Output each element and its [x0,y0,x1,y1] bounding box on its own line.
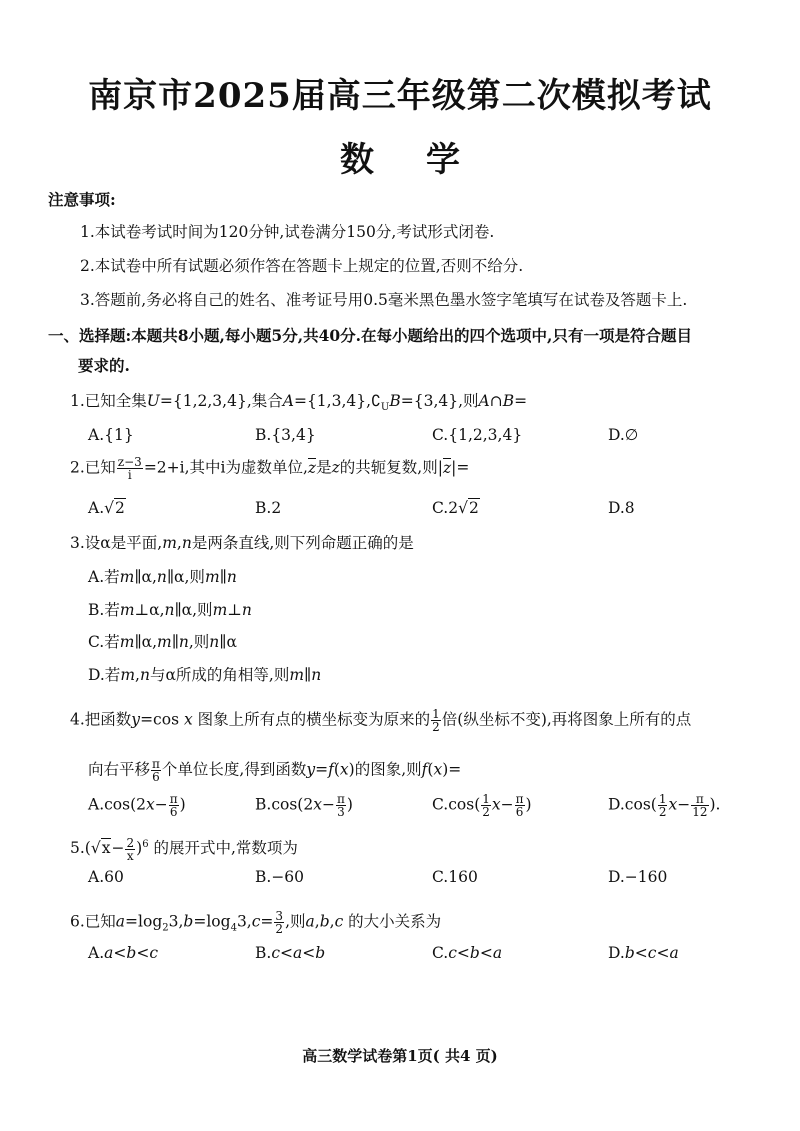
fraction [431,708,441,733]
text-run: C.2 [432,499,459,517]
answer-option [88,793,186,818]
math-variable: m [119,633,135,651]
math-variable: n [178,633,189,651]
numerator: 1 [432,707,440,721]
text-run: < [136,944,150,962]
square-root [104,498,126,518]
math-variable: c [251,912,261,931]
text-run: B.cos(2 [255,795,314,814]
notice-item: 2.本试卷中所有试题必须作答在答题卡上规定的位置,否则不给分. [80,257,524,275]
section-heading: 一、选择题:本题共8小题,每小题5分,共40分.在每小题给出的四个选项中,只有一项是符合题目 [48,326,692,345]
math-variable: x [146,795,155,814]
text-run: < [113,944,127,962]
text-run: ∥ [171,633,179,651]
denominator: 3 [337,805,345,819]
numerator: 3 [275,909,284,923]
math-variable: A [282,392,294,410]
math-variable: m [120,666,136,684]
denominator: 2 [482,805,490,819]
notice-item: 3.答题前,务必将自己的姓名、准考证号用0.5毫米黑色墨水签字笔填写在试卷及答题卡上. [80,291,688,309]
math-variable: x [313,795,322,814]
math-variable: c [448,944,457,962]
math-variable: z [331,458,340,477]
denominator: 6 [515,805,524,819]
text-run: , [329,912,335,931]
conjugate-variable: z [307,458,317,477]
math-variable: m [212,601,228,619]
math-variable: b [183,912,194,931]
text-run: =log [193,912,231,931]
math-variable: f [421,760,428,779]
numerator: π [152,757,160,771]
text-run: ∩ [489,392,503,410]
text-run: ) [179,795,186,814]
fraction [125,837,135,862]
math-variable: m [162,534,177,552]
fraction [481,793,491,818]
math-variable: a [115,912,126,931]
denominator: 2 [275,922,284,936]
text-run: A.若 [88,568,120,586]
text-run: ∥ [304,666,312,684]
text-run: =cos [140,710,184,729]
text-run: 的共轭复数,则| [339,458,443,477]
question-stem [70,835,298,862]
fraction [658,793,668,818]
math-variable: m [119,568,135,586]
text-run: − [154,795,168,814]
answer-option [432,498,480,518]
text-run: ) [346,795,353,814]
notice-item: 1.本试卷考试时间为120分钟,试卷满分150分,考试形式闭卷. [80,223,495,241]
text-run: D.∅ [608,426,639,444]
math-variable: a [492,944,503,962]
answer-option [88,665,321,685]
answer-option [432,943,502,963]
text-run: D.cos( [608,795,657,814]
math-variable: x [183,710,193,729]
math-variable: b [469,944,480,962]
text-run: 是 [316,458,332,477]
radical-sign-icon: √ [104,499,115,517]
text-run: = [514,392,528,410]
answer-option [608,498,635,518]
fraction [274,910,284,935]
text-run: < [656,944,670,962]
text-run: 3, [236,912,252,931]
math-variable: n [311,666,322,684]
text-run: D.−160 [608,868,668,886]
text-run: − [677,795,691,814]
text-run: B.2 [255,499,282,517]
text-run: D.8 [608,499,635,517]
text-run: B.若 [88,601,120,619]
answer-option [88,425,134,445]
answer-option [255,867,304,887]
square-root [458,498,480,518]
text-run: , [135,666,140,684]
math-variable: n [226,568,237,586]
text-run: ∥α, [134,568,157,586]
math-variable: b [319,912,330,931]
conjugate-variable: z [442,458,452,477]
text-run: ={1,2,3,4},集合 [159,392,283,410]
text-run: < [479,944,493,962]
numerator: π [515,792,524,806]
numerator: π [336,792,345,806]
answer-option [88,867,124,887]
text-run: 3.设α是平面, [70,534,163,552]
section-heading-cont: 要求的. [78,356,130,375]
math-variable: b [126,944,137,962]
subscript: 4 [230,922,237,934]
question-stem-cont [88,758,461,783]
answer-option [432,793,532,818]
denominator: 6 [169,805,178,819]
denominator: i [127,468,132,482]
text-run: A.cos(2 [88,795,146,814]
text-run: 个单位长度,得到函数 [161,760,307,779]
math-variable: a [104,944,114,962]
text-run: )= [442,760,462,779]
text-run: C.{1,2,3,4} [432,426,523,444]
radical-sign-icon: √ [90,839,101,858]
text-run: ∥α, [134,633,157,651]
math-variable: c [334,912,344,931]
text-run: = [315,760,329,779]
text-run: − [111,839,125,858]
subject-title [0,132,800,181]
answer-option [608,425,638,445]
subscript: U [380,402,390,414]
text-run: 是两条直线,则下列命题正确的是 [191,534,414,552]
math-variable: a [305,912,315,931]
text-run: < [280,944,294,962]
text-run: ) [525,795,532,814]
exponent: 6 [142,839,149,850]
question-stem [70,533,414,553]
math-variable: x [491,795,501,814]
math-variable: U [146,392,160,410]
math-variable: n [156,568,167,586]
text-run: ,则 [188,633,210,651]
denominator: 2 [432,720,440,734]
math-variable: x [668,795,678,814]
subject-char: 数 [340,140,374,180]
answer-option [432,867,478,887]
text-run: B.{3,4} [255,426,316,444]
text-run: ⊥ [227,601,242,619]
text-run: ,则 [285,912,306,931]
math-variable: m [204,568,220,586]
square-root [91,838,112,858]
answer-option [255,498,281,518]
math-variable: c [647,944,657,962]
text-run: 与α所成的角相等,则 [149,666,290,684]
exam-title: 南京市2025届高三年级第二次模拟考试 [88,76,712,116]
notice-heading: 注意事项: [48,190,116,209]
text-run: ). [709,795,721,814]
text-run: A.60 [88,868,124,886]
math-variable: c [149,944,158,962]
text-run: =log [125,912,163,931]
radicand: 2 [115,499,125,517]
text-run: C. [432,944,449,962]
text-run: C.160 [432,868,478,886]
math-variable: x [339,760,349,779]
question-stem [70,708,691,733]
text-run: 3, [168,912,184,931]
math-variable: B [389,392,401,410]
text-run: C.若 [88,633,120,651]
text-run: ( [333,760,340,779]
text-run: < [634,944,648,962]
text-run: < [302,944,316,962]
text-run: B. [255,944,272,962]
page-footer: 高三数学试卷第1页( 共4 页) [302,1047,498,1065]
fraction [117,456,143,481]
numerator: 2 [126,835,135,850]
answer-option [88,943,158,963]
math-variable: n [164,601,175,619]
text-run: 向右平移 [88,760,151,779]
text-run: D.若 [88,666,121,684]
text-run: ∥α [219,633,237,651]
math-variable: b [315,944,326,962]
text-run: A. [88,944,105,962]
math-variable: m [119,601,135,619]
denominator: 12 [692,805,708,819]
answer-option [255,943,325,963]
text-run: ) [136,839,143,858]
answer-option [255,425,316,445]
question-stem [70,910,441,939]
math-variable: m [289,666,305,684]
text-run: < [456,944,470,962]
text-run: , [176,534,182,552]
question-stem [70,391,527,418]
text-run: 4.把函数 [70,710,132,729]
numerator: 1 [482,792,490,806]
text-run: )的图象,则 [348,760,422,779]
math-variable: y [131,710,141,729]
text-run: ⊥α, [134,601,165,619]
text-run: 倍(纵坐标不变),再将图象上所有的点 [441,710,692,729]
text-run: 的展开式中,常数项为 [148,839,298,858]
text-run: 5.( [70,839,91,858]
answer-option [88,632,237,652]
numerator: 1 [658,792,667,806]
fraction [336,793,346,818]
radicand: 2 [469,499,479,517]
math-variable: n [181,534,192,552]
answer-option [255,793,353,818]
radicand: x [101,839,111,858]
answer-option [432,425,522,445]
text-run: ( [427,760,434,779]
fraction [515,793,525,818]
math-variable: A [478,392,490,410]
math-variable: n [241,601,252,619]
numerator: z−3 [117,455,142,469]
math-variable: x [433,760,443,779]
math-variable: n [139,666,150,684]
text-run: 1.已知全集 [70,392,147,410]
text-run: 6.已知 [70,912,116,931]
numerator: π [691,793,708,806]
text-run: − [321,795,335,814]
numerator: π [169,792,178,806]
text-run: =2+i,其中i为虚数单位, [143,458,308,477]
math-variable: c [271,944,281,962]
fraction [151,758,161,783]
answer-option [608,867,667,887]
text-run: |= [451,458,470,477]
math-variable: f [328,760,334,779]
radical-sign-icon: √ [458,499,468,517]
text-run: 2.已知 [70,458,116,477]
math-variable: n [209,633,220,651]
math-variable: a [669,944,679,962]
text-run: − [500,795,514,814]
answer-option [88,600,252,620]
text-run: , [314,912,320,931]
subscript: 2 [162,922,169,934]
fraction [169,793,179,818]
text-run: ∥α,则 [166,568,205,586]
denominator: 6 [152,770,160,784]
text-run: ∥α,则 [174,601,213,619]
math-variable: y [306,760,316,779]
answer-option [608,943,679,963]
denominator: 2 [658,805,667,819]
text-run: ={3,4},则 [400,392,479,410]
answer-option [608,793,720,818]
text-run: A.{1} [88,426,134,444]
text-run: A. [88,499,105,517]
denominator: x [126,848,134,863]
text-run: 的大小关系为 [343,912,442,931]
text-run: B.−60 [255,868,305,886]
answer-option [88,498,126,518]
subject-char: 学 [426,140,460,180]
answer-option [88,567,237,587]
text-run: 图象上所有点的横坐标变为原来的 [192,710,431,729]
question-stem [70,456,469,481]
math-variable: b [624,944,635,962]
math-variable: a [293,944,303,962]
text-run: D. [608,944,625,962]
text-run: ∥ [219,568,227,586]
text-run: C.cos( [432,795,481,814]
text-run: ={1,3,4},∁ [293,392,381,410]
text-run: = [260,912,274,931]
math-variable: B [502,392,515,410]
math-variable: m [157,633,172,651]
fraction [691,793,708,818]
